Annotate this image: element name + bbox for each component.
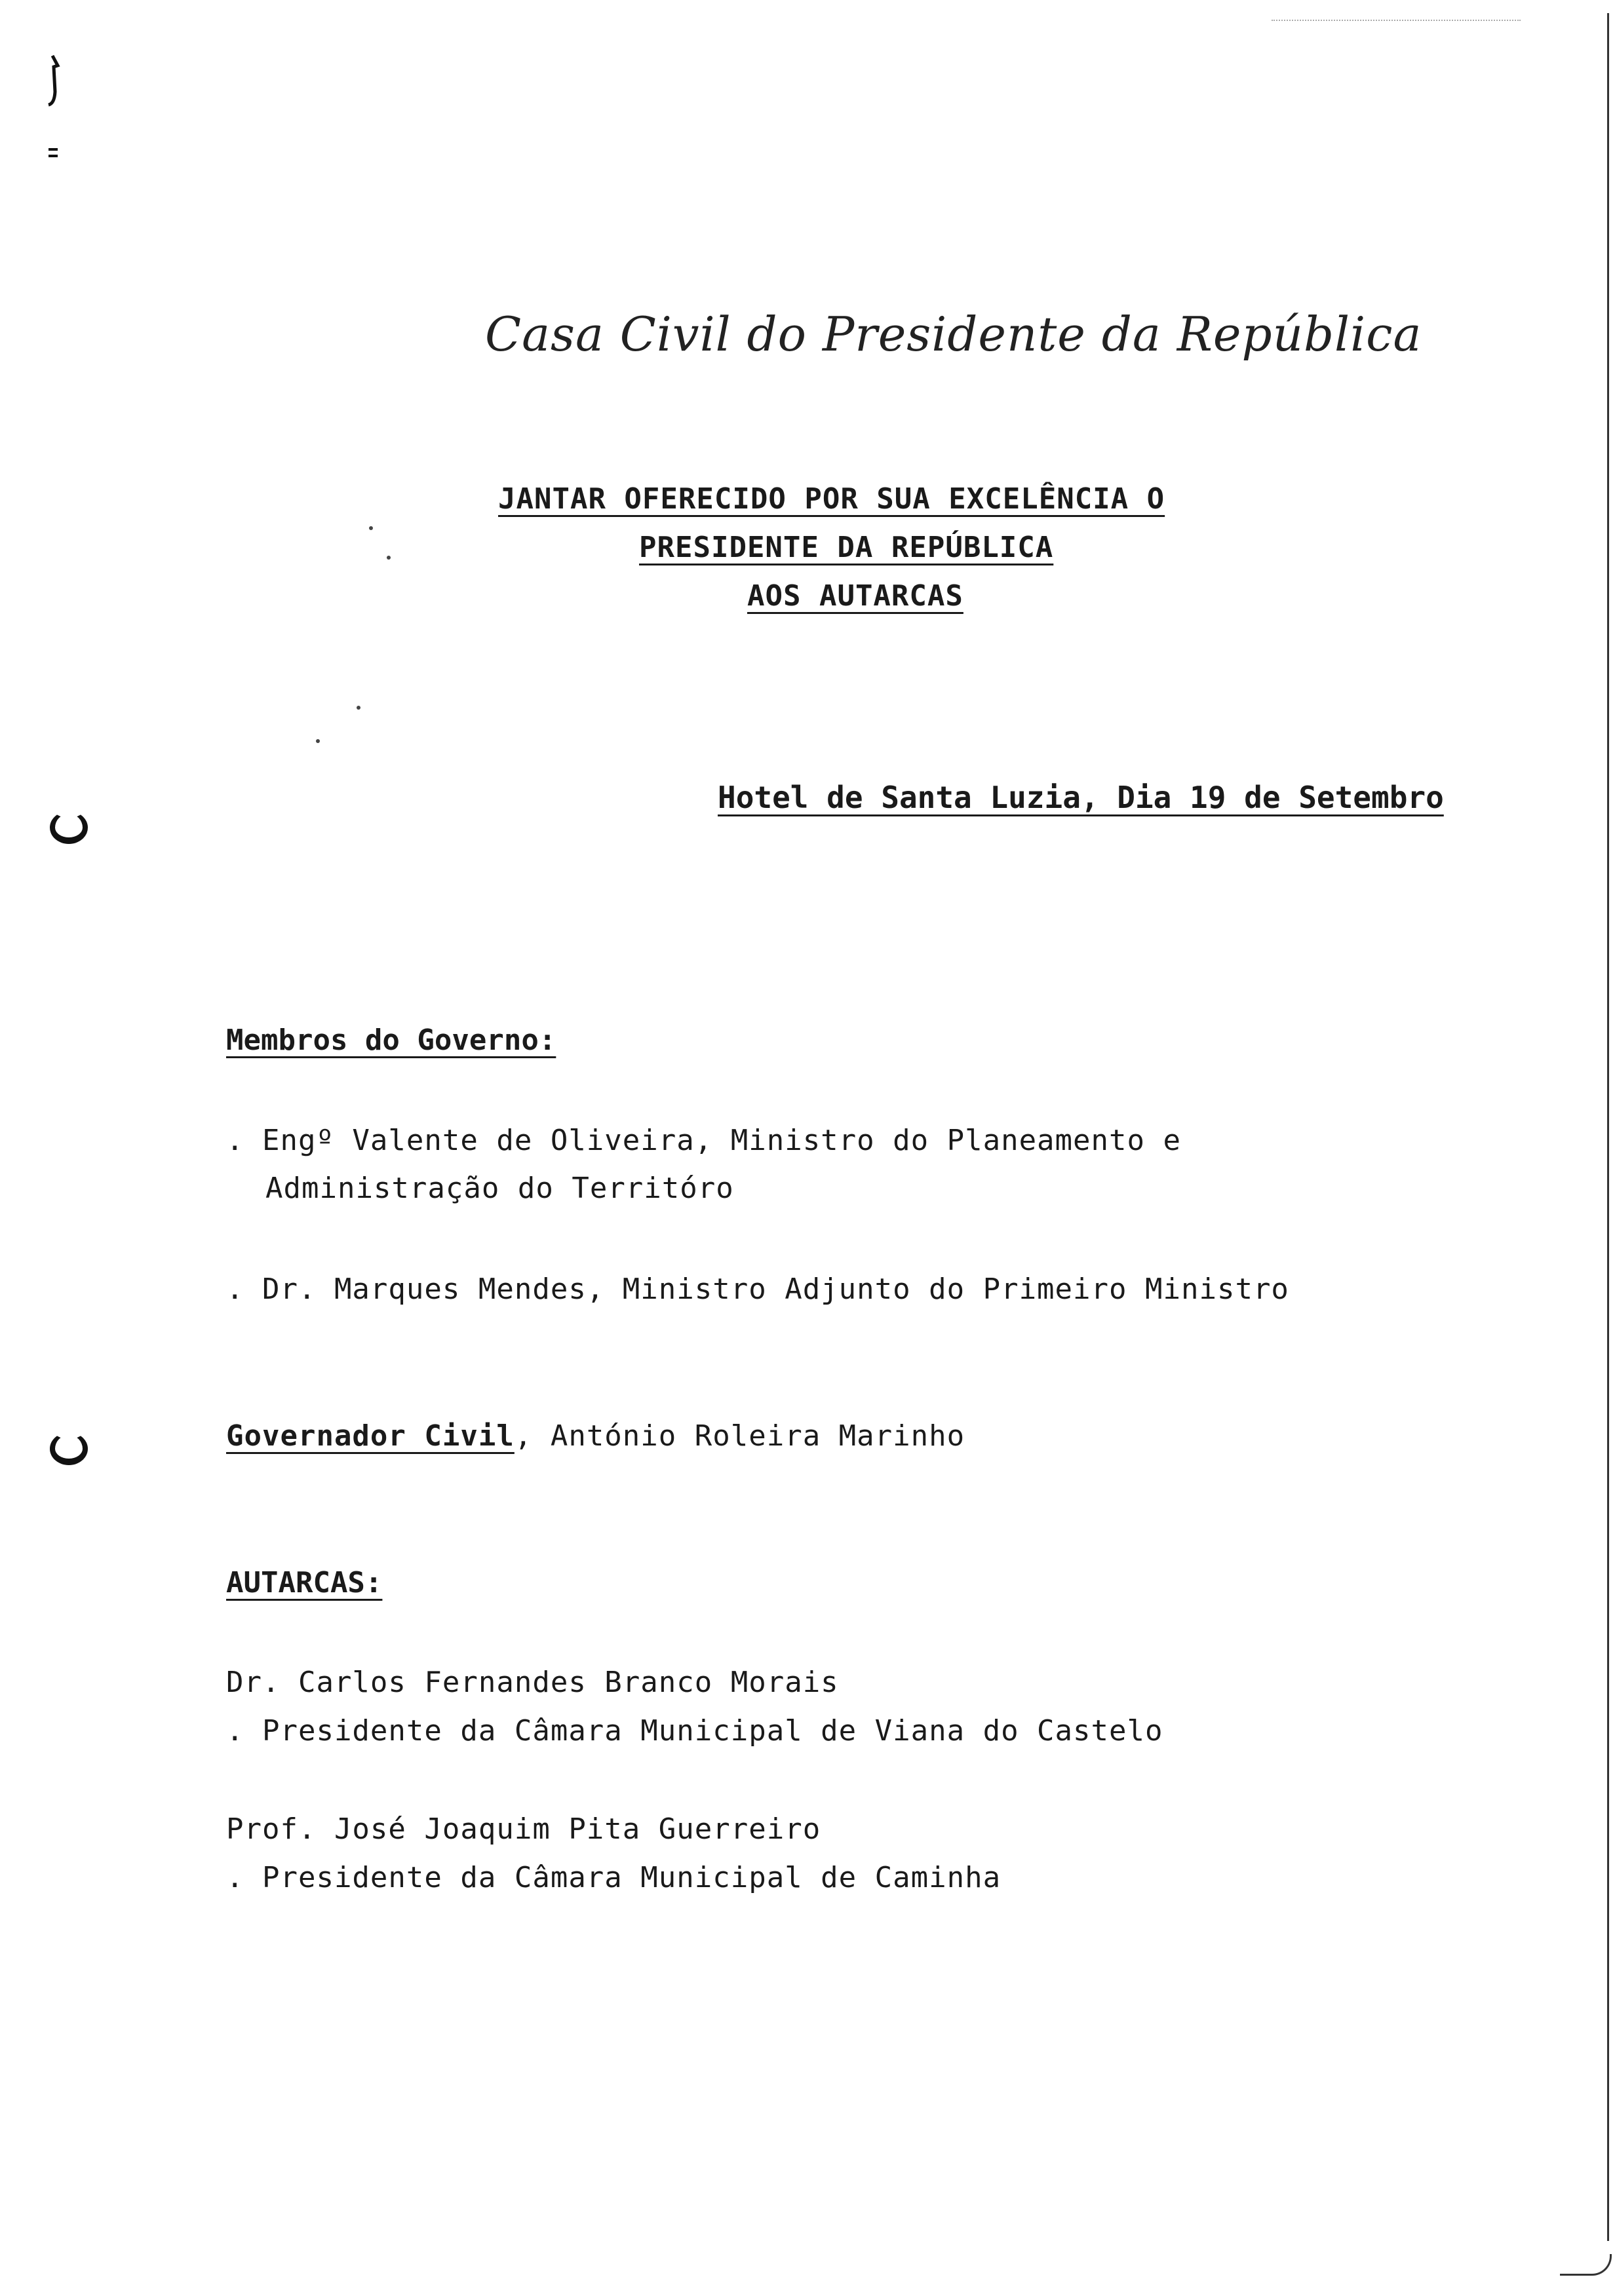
section-heading-autarcas: AUTARCAS: [226, 1566, 383, 1599]
governador-civil-label: Governador Civil [226, 1419, 515, 1453]
member-entry-1-line-1: . Engº Valente de Oliveira, Ministro do Planeamento e [226, 1124, 1181, 1157]
scan-speck [369, 526, 373, 530]
scan-speck [357, 706, 360, 710]
scan-artifact-corner-mark [45, 52, 64, 164]
document-title-line-3: AOS AUTARCAS [747, 579, 963, 613]
governador-civil-entry [226, 1419, 965, 1453]
venue-date: Hotel de Santa Luzia, Dia 19 de Setembro [718, 780, 1444, 815]
scan-speck [316, 739, 320, 743]
document-title-line-1: JANTAR OFERECIDO POR SUA EXCELÊNCIA O [498, 482, 1165, 516]
page-edge-line [1607, 13, 1609, 2241]
autarca-2-role: . Presidente da Câmara Municipal de Caminha [226, 1861, 1002, 1894]
document-title-line-2: PRESIDENTE DA REPÚBLICA [639, 531, 1054, 564]
punch-hole-mark [50, 1432, 88, 1465]
autarca-1-name: Dr. Carlos Fernandes Branco Morais [226, 1666, 839, 1699]
member-entry-1-line-2: Administração do Territóro [265, 1172, 734, 1205]
punch-hole-mark [50, 811, 88, 844]
governador-civil-name: António Roleira Marinho [532, 1419, 965, 1453]
member-entry-2: . Dr. Marques Mendes, Ministro Adjunto do Primeiro Ministro [226, 1272, 1289, 1306]
page-edge-curl [1560, 2254, 1612, 2276]
scan-artifact-dotted-line [1272, 20, 1521, 21]
autarca-2-name: Prof. José Joaquim Pita Guerreiro [226, 1812, 821, 1846]
governador-civil-separator: , [514, 1419, 533, 1453]
section-heading-membros: Membros do Governo: [226, 1024, 556, 1057]
autarca-1-role: . Presidente da Câmara Municipal de Viana do Castelo [226, 1714, 1163, 1748]
letterhead: Casa Civil do Presidente da República [485, 307, 1422, 362]
scan-speck [387, 556, 391, 560]
